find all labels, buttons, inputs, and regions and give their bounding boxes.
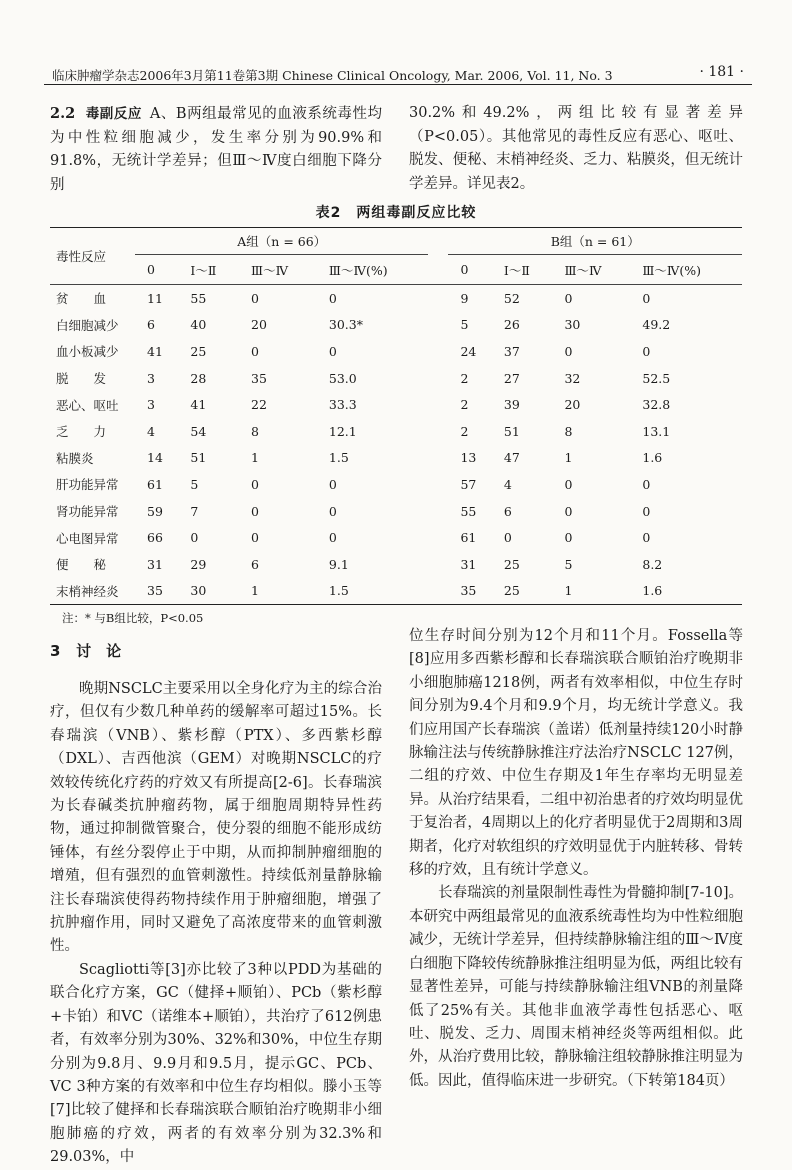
table-row <box>50 498 742 525</box>
table-cell: 0 <box>564 343 573 359</box>
table-cell: 26 <box>503 317 520 333</box>
table-cell: 37 <box>503 343 520 359</box>
table-cell: 3 <box>147 370 155 386</box>
row-label: 恶心、呕吐 <box>56 397 119 413</box>
table-cell: 1 <box>564 583 573 599</box>
table-row <box>50 391 742 418</box>
table-cell: 13 <box>460 450 477 466</box>
discussion-number: 3 <box>50 642 61 660</box>
table-cell: 47 <box>503 450 520 466</box>
table-cell: 6 <box>503 503 512 519</box>
table-cell: 3 <box>147 397 155 413</box>
table-cell: 0 <box>564 476 573 492</box>
column-header: Ⅲ～Ⅳ <box>564 262 602 278</box>
paragraph: Scagliotti等[3]亦比较了3种以PDD为基础的联合化疗方案，GC（健择+顺铂）、PCb（紫杉醇+卡铂）和VC（诺维本+顺铂），共治疗了612例患者，有效率分别为30%、32%和30%，中位生存期分别为9.8月、9.9月和9.5月，提示GC、PCb、VC 3种方案的有效率和中位生存均相似。滕小玉等[7]比较了健择和长春瑞滨联合顺铂治疗晚期非小细胞肺癌的疗效，两者的有效率分别为32.3%和29.03%，中 <box>50 961 382 1166</box>
table-cell: 13.1 <box>642 423 671 439</box>
table-cell: 41 <box>190 397 207 413</box>
table-cell: 5 <box>190 476 199 492</box>
table-row <box>50 551 742 578</box>
table-cell: 6 <box>147 317 155 333</box>
table-cell: 35 <box>460 583 477 599</box>
table-cell: 0 <box>251 503 259 519</box>
table-cell: 59 <box>147 503 163 519</box>
row-label: 便 秘 <box>56 557 107 573</box>
row-label: 心电图异常 <box>56 530 119 546</box>
table-row <box>50 285 742 312</box>
table-cell: 4 <box>147 423 155 439</box>
table-cell: 2 <box>460 423 469 439</box>
table-cell: 20 <box>564 397 581 413</box>
table-cell: 5 <box>460 317 469 333</box>
table-row <box>50 471 742 498</box>
table-cell: 9 <box>460 290 469 306</box>
table-cell: 55 <box>190 290 207 306</box>
table-cell: 28 <box>190 370 207 386</box>
section-2-2-right <box>409 102 743 196</box>
table-cell: 22 <box>251 397 267 413</box>
table-cell: 1.5 <box>328 450 349 466</box>
side-header: 毒性反应 <box>56 249 107 264</box>
section-number: 2.2 <box>50 105 76 122</box>
section-text-right: 30.2%和49.2%，两组比较有显著差异（P<0.05）。其他常见的毒性反应有恶心、呕吐、脱发、便秘、末梢神经炎、乏力、粘膜炎，但无统计学差异。详见表2。 <box>409 105 743 192</box>
table-cell: 61 <box>460 530 477 546</box>
table-cell: 29 <box>190 556 207 572</box>
table-cell: 51 <box>190 450 207 466</box>
table-cell: 8 <box>251 423 259 439</box>
table-cell: 39 <box>503 397 520 413</box>
table-cell: 57 <box>460 476 477 492</box>
table-cell: 30.3* <box>328 317 363 333</box>
table-row <box>50 312 742 339</box>
column-header: Ⅲ～Ⅳ <box>251 262 289 278</box>
table-cell: 0 <box>251 290 259 306</box>
table-cell: 41 <box>147 343 163 359</box>
table-cell: 40 <box>190 317 207 333</box>
table-cell: 14 <box>147 450 163 466</box>
row-label: 贫 血 <box>56 291 107 307</box>
table-cell: 0 <box>190 530 199 546</box>
table-cell: 61 <box>147 476 163 492</box>
table-cell: 49.2 <box>642 317 671 333</box>
section-text-left: A、B两组最常见的血液系统毒性均为中性粒细胞减少，发生率分别为90.9%和91.8%，无统计学差异；但Ⅲ～Ⅳ度白细胞下降分别 <box>50 106 382 193</box>
table-cell: 20 <box>251 317 267 333</box>
table-cell: 1 <box>251 450 259 466</box>
table-cell: 25 <box>503 583 520 599</box>
table-cell: 0 <box>564 290 573 306</box>
page-number: · 181 · <box>699 64 744 80</box>
table-cell: 55 <box>460 503 477 519</box>
table-cell: 32 <box>564 370 581 386</box>
table-cell: 2 <box>460 397 469 413</box>
section-2-2-left <box>50 102 382 197</box>
discussion-heading <box>50 640 121 661</box>
column-header: Ⅰ～Ⅱ <box>190 262 217 278</box>
table-row <box>50 578 742 605</box>
table-cell: 8 <box>564 423 573 439</box>
running-header <box>44 62 752 85</box>
table-row <box>50 338 742 365</box>
column-header: Ⅲ～Ⅳ(%) <box>642 262 702 278</box>
paragraph: 长春瑞滨的剂量限制性毒性为骨髓抑制[7-10]。本研究中两组最常见的血液系统毒性均为中性粒细胞减少，无统计学差异，但持续静脉输注组的Ⅲ～Ⅳ度白细胞下降较传统静脉推注组明显为低，两组比较有显著性差异，可能与持续静脉输注组VNB的剂量降低了25%有关。其他非血液学毒性包括恶心、呕吐、脱发、乏力、周围末梢神经炎等两组相似。此外，从治疗费用比较，静脉输注组较静脉推注明显为低。因此，值得临床进一步研究。（下转第184页） <box>409 885 743 1089</box>
table-note: 注：* 与B组比较，P<0.05 <box>62 611 204 625</box>
row-label: 末梢神经炎 <box>56 583 119 599</box>
table-cell: 5 <box>564 556 573 572</box>
table-cell: 30 <box>190 583 207 599</box>
row-label: 肾功能异常 <box>56 504 119 520</box>
table-cell: 11 <box>147 290 163 306</box>
row-label: 血小板减少 <box>56 344 119 360</box>
table-cell: 0 <box>642 503 651 519</box>
table-cell: 1 <box>251 583 259 599</box>
table-row <box>50 365 742 392</box>
table-cell: 0 <box>642 530 651 546</box>
table-cell: 24 <box>460 343 477 359</box>
paragraph: 晚期NSCLC主要采用以全身化疗为主的综合治疗，但仅有少数几种单药的缓解率可超过15%。长春瑞滨（VNB）、紫杉醇（PTX）、多西紫杉醇（DXL）、吉西他滨（GEM）对晚期NSCLC的疗效较传统化疗药的疗效又有所提高[2-6]。长春瑞滨为长春碱类抗肿瘤药物，属于细胞周期特异性药物，通过抑制微管聚合，使分裂的细胞不能形成纺锤体，有丝分裂停止于中期，从而抑制肿瘤细胞的增殖，但有强烈的血管刺激性。持续低剂量静脉输注长春瑞滨使得药物持续作用于肿瘤细胞，增强了抗肿瘤作用，同时又避免了高浓度带来的血管刺激性。 <box>50 681 382 955</box>
discussion-right-column <box>409 625 743 1093</box>
table-cell: 35 <box>251 370 267 386</box>
table-cell: 31 <box>147 556 163 572</box>
table-cell: 0 <box>564 530 573 546</box>
table-cell: 0 <box>642 290 651 306</box>
table-cell: 4 <box>503 476 512 492</box>
table-cell: 25 <box>190 343 207 359</box>
table-cell: 53.0 <box>328 370 357 386</box>
table-cell: 31 <box>460 556 477 572</box>
table-cell: 0 <box>328 290 337 306</box>
section-title: 毒副反应 <box>85 106 142 122</box>
column-header: 0 <box>147 262 155 277</box>
column-header: Ⅲ～Ⅳ(%) <box>328 262 388 278</box>
table-cell: 54 <box>190 423 207 439</box>
row-label: 乏 力 <box>56 424 107 440</box>
table-cell: 1.6 <box>642 450 663 466</box>
table-cell: 51 <box>503 423 520 439</box>
table-cell: 0 <box>328 503 337 519</box>
table-cell: 7 <box>190 503 199 519</box>
table-cell: 66 <box>147 530 163 546</box>
table-cell: 8.2 <box>642 556 663 572</box>
table-row <box>50 524 742 551</box>
toxicity-table <box>50 227 742 605</box>
row-label: 肝功能异常 <box>56 477 119 493</box>
group-b-header: B组（n = 61） <box>448 228 742 255</box>
row-label: 粘膜炎 <box>56 450 94 466</box>
table-cell: 25 <box>503 556 520 572</box>
journal-header: 临床肿瘤学杂志2006年3月第11卷第3期 Chinese Clinical Oncology, Mar. 2006, Vol. 11, No. 3 <box>52 68 613 83</box>
paragraph: 位生存时间分别为12个月和11个月。Fossella等[8]应用多西紫杉醇和长春瑞滨联合顺铂治疗晚期非小细胞肺癌1218例，两者有效率相似，中位生存时间分别为9.4个月和9.9个月，均无统计学意义。我们应用国产长春瑞滨（盖诺）低剂量持续120小时静脉输注法与传统静脉推注疗法治疗NSCLC 127例，二组的疗效、中位生存期及1年生存率均无明显差异。从治疗结果看，二组中初治患者的疗效均明显优于复治者，4周期以上的化疗者明显优于2周期和3周期者，化疗对软组织的疗效明显优于内脏转移、骨转移的疗效，且有统计学意义。 <box>409 628 743 879</box>
table-cell: 32.8 <box>642 397 671 413</box>
table-cell: 35 <box>147 583 163 599</box>
table-cell: 0 <box>503 530 512 546</box>
table-cell: 6 <box>251 556 259 572</box>
group-a-header: A组（n = 66） <box>135 228 428 255</box>
table-caption: 表2 两组毒副反应比较 <box>315 205 477 221</box>
row-label: 白细胞减少 <box>56 317 119 333</box>
table-cell: 0 <box>251 476 259 492</box>
column-header: 0 <box>460 262 469 277</box>
table-cell: 0 <box>642 476 651 492</box>
table-cell: 33.3 <box>328 397 357 413</box>
table-cell: 52.5 <box>642 370 671 386</box>
table-cell: 0 <box>564 503 573 519</box>
table-cell: 1.5 <box>328 583 349 599</box>
table-cell: 0 <box>642 343 651 359</box>
discussion-title: 讨 论 <box>76 642 122 660</box>
row-label: 脱 发 <box>56 371 107 387</box>
table-cell: 30 <box>564 317 581 333</box>
table-cell: 9.1 <box>328 556 349 572</box>
discussion-left-column <box>50 678 382 1170</box>
table-cell: 2 <box>460 370 469 386</box>
table-cell: 1 <box>564 450 573 466</box>
table-cell: 0 <box>251 530 259 546</box>
table-cell: 0 <box>328 476 337 492</box>
table-row <box>50 418 742 445</box>
column-header: Ⅰ～Ⅱ <box>503 262 530 278</box>
table-cell: 52 <box>503 290 520 306</box>
table-cell: 12.1 <box>328 423 357 439</box>
table-cell: 0 <box>328 530 337 546</box>
table-row <box>50 445 742 472</box>
table-cell: 0 <box>328 343 337 359</box>
table-cell: 27 <box>503 370 520 386</box>
table-cell: 0 <box>251 343 259 359</box>
table-cell: 1.6 <box>642 583 663 599</box>
